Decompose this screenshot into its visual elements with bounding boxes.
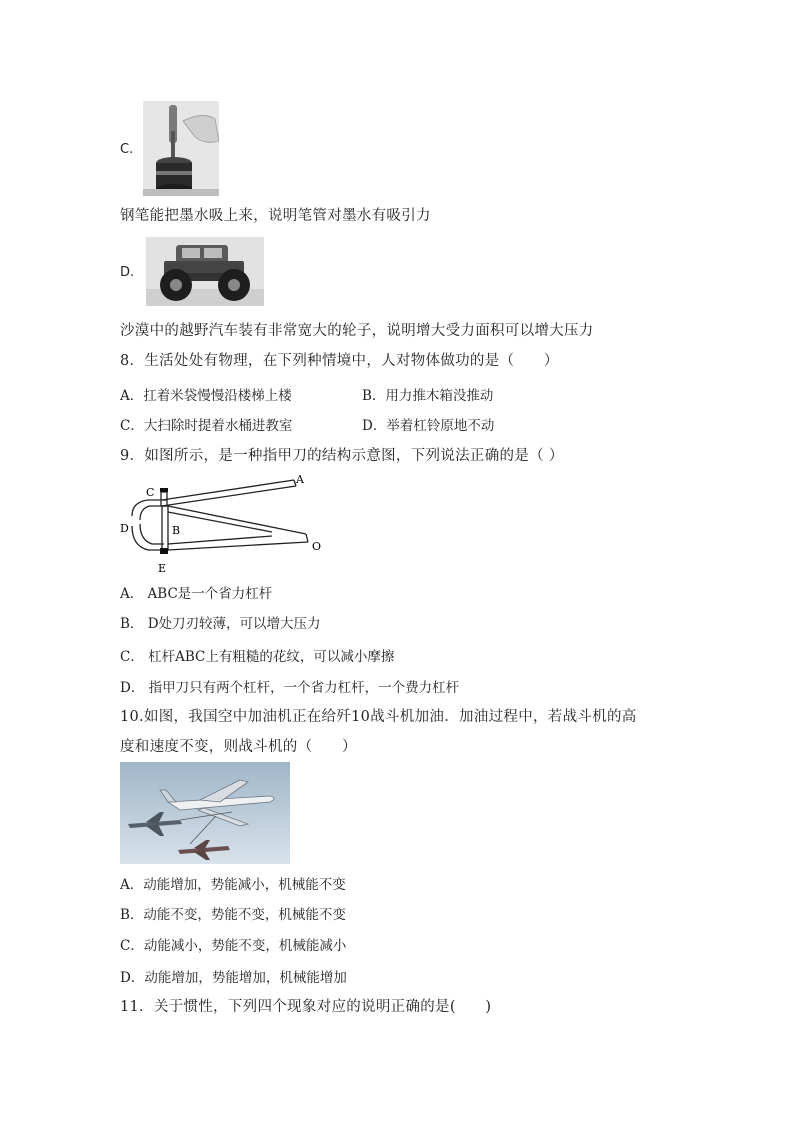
- label-a: A: [296, 473, 304, 486]
- q10-option-d: D．动能增加，势能增加，机械能增加: [120, 970, 347, 986]
- label-o: O: [312, 540, 322, 553]
- q9-option-a: A． ABC是一个省力杠杆: [120, 586, 273, 602]
- q10-option-a: A．动能增加，势能减小，机械能不变: [120, 877, 346, 893]
- aerial-refueling-photo: [120, 762, 290, 864]
- q8-option-c: C．大扫除时提着水桶进教室: [120, 418, 293, 434]
- q8-option-a: A．扛着米袋慢慢沿楼梯上楼: [120, 388, 292, 404]
- label-d: D: [120, 522, 129, 535]
- q10-stem-line1: 10.如图，我国空中加油机正在给歼10战斗机加油．加油过程中，若战斗机的高: [120, 709, 637, 725]
- q8-option-b: B．用力推木箱没推动: [362, 388, 494, 404]
- q10-option-b: B．动能不变，势能不变，机械能不变: [120, 907, 346, 923]
- label-c: C: [146, 486, 155, 499]
- q11-stem: 11．关于惯性，下列四个现象对应的说明正确的是( ): [120, 999, 492, 1015]
- q9-option-c: C． 杠杆ABC上有粗糙的花纹，可以减小摩擦: [120, 649, 395, 665]
- q9-option-d: D． 指甲刀只有两个杠杆，一个省力杠杆，一个费力杠杆: [120, 680, 460, 696]
- q8-option-d: D．举着杠铃原地不动: [362, 418, 495, 434]
- option-d-label: D.: [120, 265, 135, 280]
- nail-clipper-diagram: [118, 470, 333, 576]
- option-d-caption: 沙漠中的越野汽车装有非常宽大的轮子，说明增大受力面积可以增大压力: [120, 323, 594, 339]
- q8-stem: 8．生活处处有物理，在下列种情境中，人对物体做功的是（ ）: [120, 353, 559, 369]
- q10-option-c: C．动能减小，势能不变，机械能减小: [120, 938, 347, 954]
- q9-stem: 9．如图所示，是一种指甲刀的结构示意图，下列说法正确的是（ ）: [120, 448, 564, 464]
- label-b: B: [172, 524, 181, 537]
- q10-stem-line2: 度和速度不变，则战斗机的（ ）: [120, 739, 357, 755]
- label-e: E: [158, 562, 167, 575]
- pen-ink-photo: [143, 101, 219, 196]
- q9-option-b: B． D处刀刃较薄，可以增大压力: [120, 616, 321, 632]
- option-c-caption: 钢笔能把墨水吸上来，说明笔管对墨水有吸引力: [120, 208, 431, 224]
- option-c-label: C.: [120, 142, 134, 157]
- off-road-truck-photo: [146, 237, 264, 306]
